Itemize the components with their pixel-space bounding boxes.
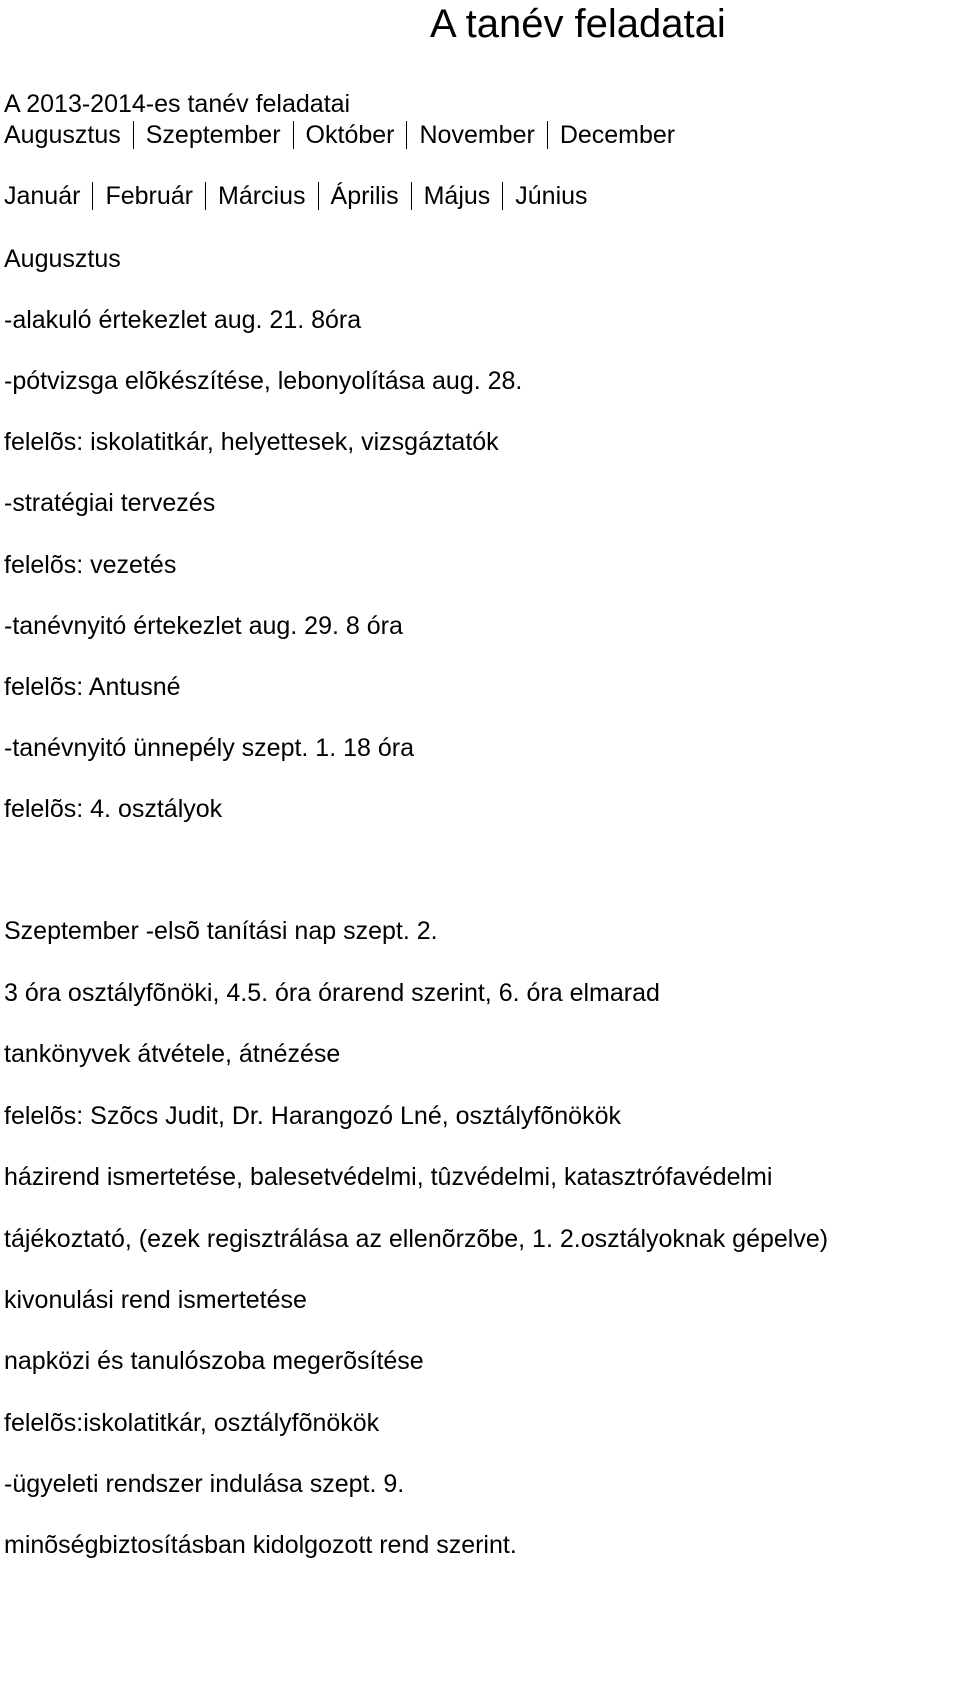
nav-link-februar[interactable]: Február [105, 182, 193, 210]
task-line: -tanévnyitó értekezlet aug. 29. 8 óra [4, 612, 403, 640]
document-subtitle: A 2013-2014-es tanév feladatai [4, 90, 351, 118]
task-line: tankönyvek átvétele, átnézése [4, 1040, 341, 1068]
task-line: -ügyeleti rendszer indulása szept. 9. [4, 1470, 405, 1498]
task-line: napközi és tanulószoba megerõsítése [4, 1347, 424, 1375]
task-line: -tanévnyitó ünnepély szept. 1. 18 óra [4, 734, 414, 762]
task-line: felelõs: vezetés [4, 551, 177, 579]
nav-separator [411, 182, 412, 210]
section-heading-augusztus: Augusztus [4, 245, 121, 273]
task-line: felelõs:iskolatitkár, osztályfõnökök [4, 1409, 380, 1437]
task-line: -alakuló értekezlet aug. 21. 8óra [4, 306, 362, 334]
task-line: házirend ismertetése, balesetvédelmi, tûzvédelmi, katasztrófavédelmi [4, 1163, 773, 1191]
section-heading-szeptember: Szeptember -elsõ tanítási nap szept. 2. [4, 917, 438, 945]
task-line: felelõs: iskolatitkár, helyettesek, vizsgáztatók [4, 428, 499, 456]
nav-separator [547, 121, 548, 149]
nav-link-junius[interactable]: Június [515, 182, 588, 210]
task-line: felelõs: Szõcs Judit, Dr. Harangozó Lné, osztályfõnökök [4, 1102, 621, 1130]
month-nav-second-half [4, 180, 588, 212]
task-line: kivonulási rend ismertetése [4, 1286, 307, 1314]
nav-separator [293, 121, 294, 149]
nav-separator [502, 182, 503, 210]
task-line: -stratégiai tervezés [4, 489, 216, 517]
nav-separator [406, 121, 407, 149]
task-line: felelõs: Antusné [4, 673, 181, 701]
nav-link-november[interactable]: November [419, 121, 535, 149]
month-nav-first-half [4, 119, 675, 151]
nav-link-december[interactable]: December [559, 121, 676, 149]
nav-link-szeptember[interactable]: Szeptember [145, 121, 281, 149]
nav-link-aprilis[interactable]: Április [330, 182, 399, 210]
nav-link-majus[interactable]: Május [423, 182, 491, 210]
nav-link-marcius[interactable]: Március [218, 182, 306, 210]
page-title: A tanév feladatai [430, 2, 726, 46]
nav-link-januar[interactable]: Január [4, 182, 81, 210]
task-line: tájékoztató, (ezek regisztrálása az ellenõrzõbe, 1. 2.osztályoknak gépelve) [4, 1225, 829, 1253]
task-line: minõségbiztosításban kidolgozott rend szerint. [4, 1531, 517, 1559]
nav-link-oktober[interactable]: Október [305, 121, 395, 149]
nav-separator [318, 182, 319, 210]
nav-separator [205, 182, 206, 210]
nav-link-augusztus[interactable]: Augusztus [4, 121, 121, 149]
nav-separator [133, 121, 134, 149]
task-line: 3 óra osztályfõnöki, 4.5. óra órarend szerint, 6. óra elmarad [4, 979, 660, 1007]
task-line: -pótvizsga elõkészítése, lebonyolítása aug. 28. [4, 367, 523, 395]
nav-separator [92, 182, 93, 210]
task-line: felelõs: 4. osztályok [4, 795, 223, 823]
